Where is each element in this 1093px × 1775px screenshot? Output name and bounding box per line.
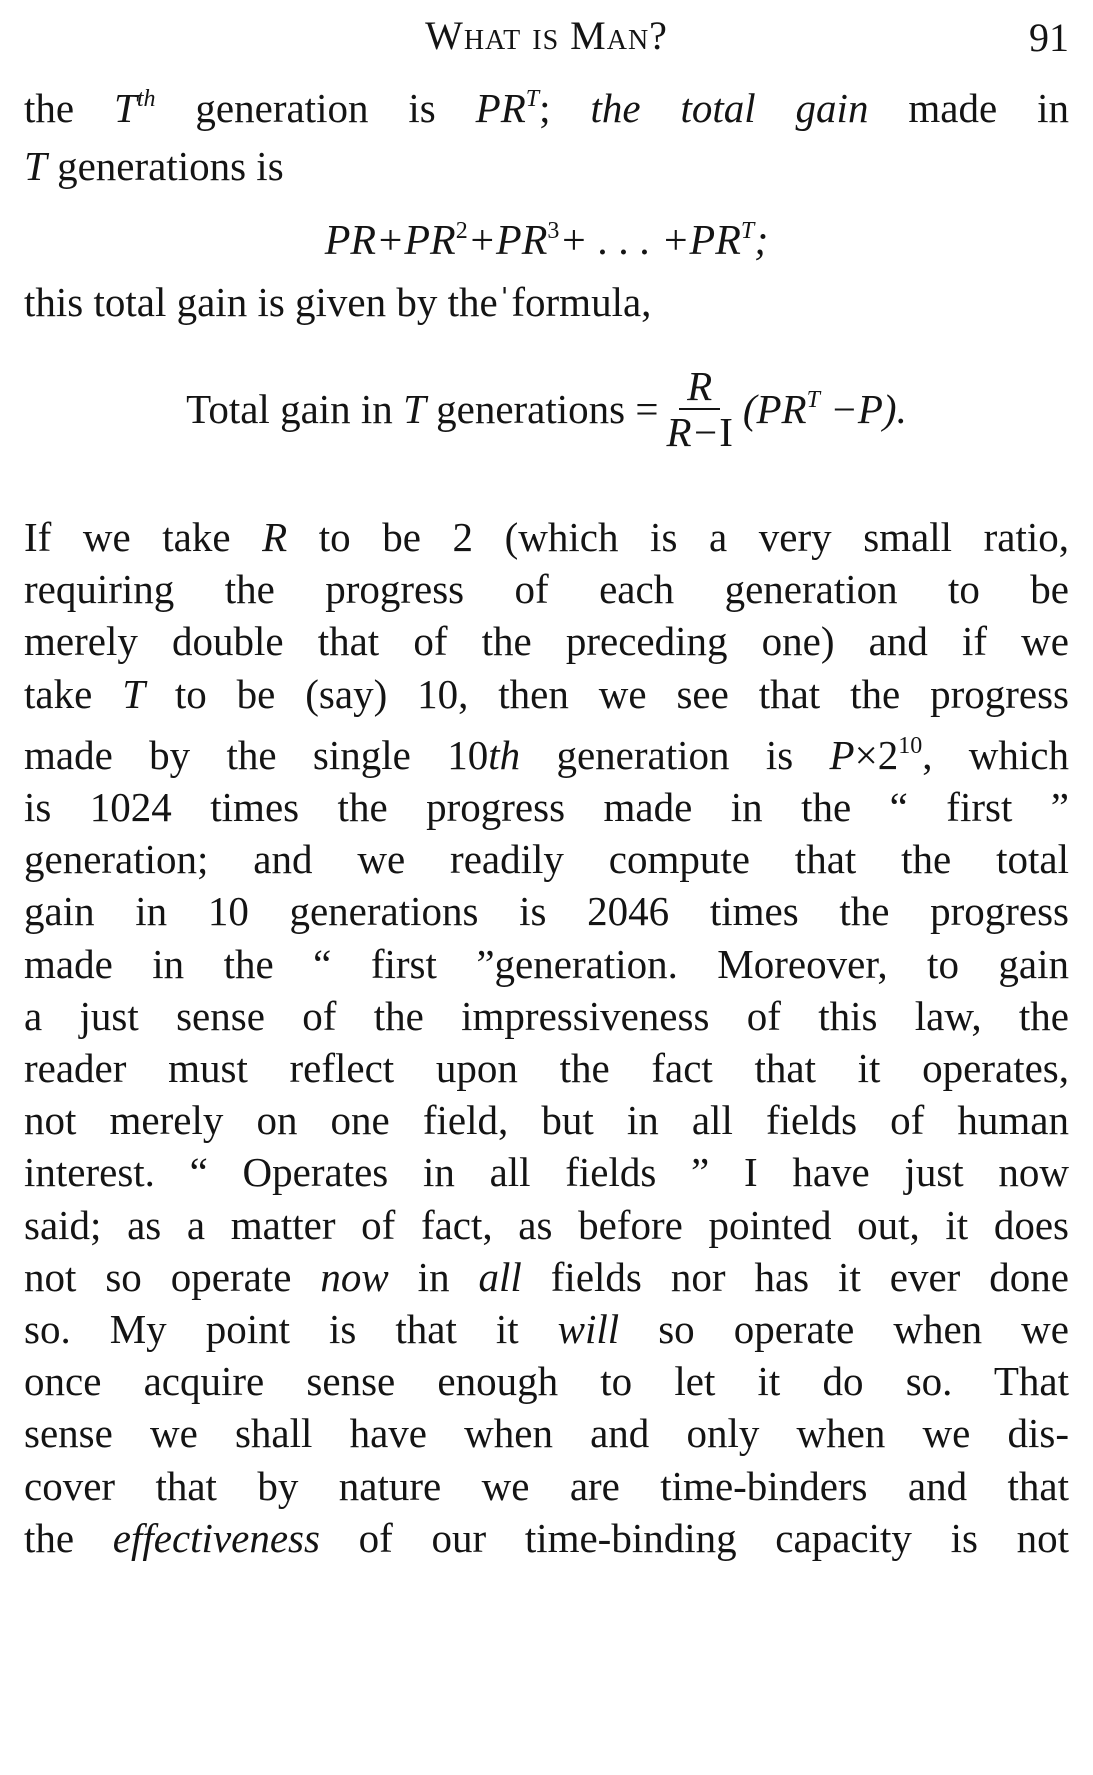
text-line: take T to be (say) 10, then we see that the progress (24, 670, 1069, 717)
book-page (24, 0, 1069, 1564)
text-line: cover that by nature we are time-binders and that (24, 1462, 1069, 1509)
text-line: If we take R to be 2 (which is a very small ratio, (24, 514, 1069, 560)
text-line: not so operate now in all fields nor has it ever done (24, 1253, 1069, 1300)
running-head (24, 0, 1069, 70)
text-line: said; as a matter of fact, as before pointed out, it does (24, 1201, 1069, 1248)
text-line: merely double that of the preceding one) and if we (24, 618, 1069, 665)
text-line: the effectiveness of our time-binding capacity is not (24, 1514, 1069, 1561)
text-line: is 1024 times the progress made in the “ first ” (24, 784, 1069, 831)
fraction-denominator: R−I (666, 409, 733, 455)
text-line: generation; and we readily compute that the total (24, 836, 1069, 883)
text-line: once acquire sense enough to let it do so. That (24, 1358, 1069, 1405)
text-line: so. My point is that it will so operate when we (24, 1306, 1069, 1353)
text-line: the $T^{th}$ generation is $PR^T$; the total gain made in (24, 85, 1069, 131)
page-number: 91 (1029, 15, 1069, 60)
fraction (662, 364, 736, 454)
formula-intro: this total gain is given by theˈformula, (24, 279, 652, 325)
body-paragraph (24, 511, 1069, 1564)
text-line: requiring the progress of each generation to be (24, 566, 1069, 613)
fraction-numerator: R (679, 364, 720, 410)
text-line: gain in 10 generations is 2046 times the progress (24, 888, 1069, 935)
running-title: What is Man? (425, 13, 668, 58)
text-line: made in the “ first ”generation. Moreover, to gain (24, 940, 1069, 987)
text-line: sense we shall have when and only when we dis- (24, 1410, 1069, 1457)
text-line: made by the single 10th generation is $P\times 2^{10}$, which (24, 731, 1069, 778)
text-line: reader must reflect upon the fact that it operates, (24, 1045, 1069, 1092)
formula-lhs: Total gain in T generations = (186, 386, 659, 432)
text-line: T generations is (24, 143, 284, 189)
text-line: not merely on one field, but in all fields of human (24, 1097, 1069, 1144)
series-equation: $PR+PR^2+PR^3+$ . . . $+PR^T$; (324, 218, 769, 264)
text-line: a just sense of the impressiveness of this law, the (24, 992, 1069, 1039)
formula-rhs: $(PR^T -P)$. (742, 386, 907, 432)
total-gain-formula (24, 349, 1069, 469)
text-line: interest. “ Operates in all fields ” I have just now (24, 1149, 1069, 1196)
